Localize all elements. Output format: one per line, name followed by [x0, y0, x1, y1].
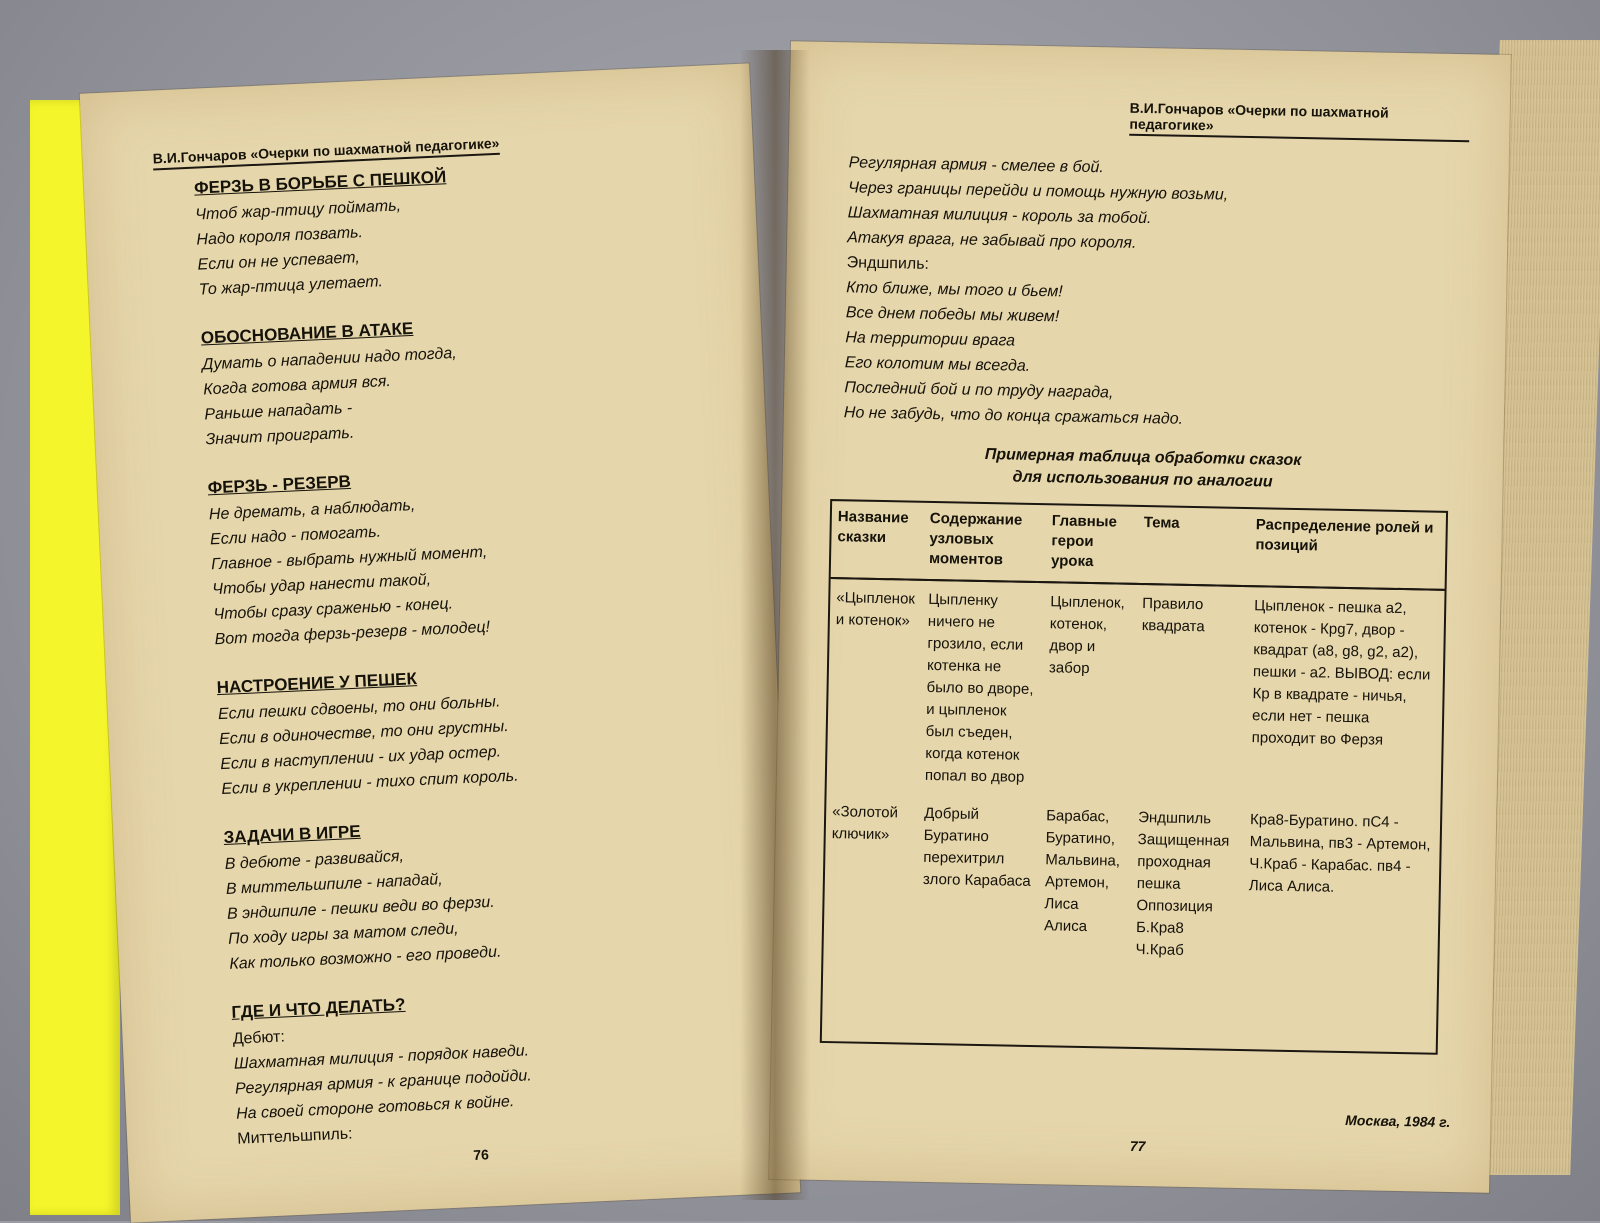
section-title: ФЕРЗЬ В БОРЬБЕ С ПЕШКОЙ: [193, 167, 447, 198]
verse-line: Значит проиграть.: [205, 424, 355, 449]
table-title-line: для использования по аналогии: [1012, 468, 1273, 491]
column-header: Название сказки: [831, 501, 924, 580]
verse-line: Кто ближе, мы того и бьем!: [846, 279, 1063, 301]
running-head: В.И.Гончаров «Очерки по шахматной педагогике»: [1129, 100, 1470, 143]
poem-section: [167, 455, 734, 654]
verse-line: Эндшпиль:: [846, 254, 930, 273]
verse-line: Через границы перейди и помощь нужную возьми,: [848, 179, 1229, 204]
verse-line: В дебюте - развивайся,: [224, 847, 405, 873]
verse-line: Когда готова армия вся.: [202, 372, 392, 399]
poem-section: [183, 804, 749, 978]
table-title-line: Примерная таблица обработки сказок: [984, 445, 1302, 470]
verse-line: Если в наступлении - их удар остер.: [219, 743, 502, 774]
poem-section: [154, 155, 719, 304]
verse-line: Шахматная милиция - порядок наведи.: [233, 1042, 530, 1073]
book-gutter: [740, 50, 810, 1200]
poem-section: [176, 655, 741, 804]
table-cell: Барабас, Буратино, Мальвина, Артемон, Лиса Алиса: [1043, 807, 1121, 936]
verse-line: Его колотим мы всегда.: [844, 354, 1031, 375]
verse-line: Все днем победы мы живем!: [845, 304, 1060, 326]
table-cell: Цыпленку ничего не грозило, если котенка не было во дворе, и цыпленок был съеден, когда котенок попал во двор: [924, 590, 1034, 786]
column-header: Тема: [1137, 507, 1250, 586]
verse-line: Если он не успевает,: [197, 249, 361, 274]
table-cell: Добрый Буратино перехитрил злого Карабаса: [922, 804, 1031, 890]
verse-line: Шахматная милиция - король за тобой.: [847, 204, 1152, 228]
section-title: ЗАДАЧИ В ИГРЕ: [223, 821, 361, 848]
table-row: [827, 578, 1445, 805]
table-header-row: [831, 501, 1446, 590]
verse-line: Как только возможно - его проведи.: [228, 943, 502, 973]
poem-section: [161, 305, 726, 454]
plain-line: Миттельшпиль:: [236, 1125, 353, 1148]
left-page: [80, 63, 801, 1222]
verse-line: Чтоб жар-птицу поймать,: [194, 197, 402, 224]
verse-line: На своей стороне готовься к войне.: [235, 1093, 515, 1123]
verse-line: Не дремать, а наблюдать,: [208, 496, 416, 524]
publication-place: Москва, 1984 г.: [1345, 1112, 1451, 1131]
table-row: [823, 793, 1440, 975]
running-head: В.И.Гончаров «Очерки по шахматной педагогике»: [152, 135, 500, 171]
verse-line: Если надо - помогать.: [209, 523, 382, 549]
table-cell: Цыпленок, котенок, двор и забор: [1048, 593, 1125, 678]
fairy-tale-table: [820, 499, 1448, 1055]
table-cell: «Золотой ключик»: [831, 803, 899, 844]
section-title: НАСТРОЕНИЕ У ПЕШЕК: [216, 669, 418, 698]
table-cell: Эндшпиль Защищенная проходная пешка Оппозиция Б.Кра8 Ч.Краб: [1135, 809, 1230, 959]
table-cell: Цыпленок - пешка а2, котенок - Крg7, двор - квадрат (а8, g8, g2, а2), пешки - а2. ВЫВОД: если Кр в квадрате - ничья, если нет - пешка проходит во Ферзя: [1251, 597, 1431, 749]
verse-line: Последний бой и по труду награда,: [844, 379, 1114, 402]
table-cell: «Цыпленок и котенок»: [835, 589, 916, 630]
verse-line: На территории врага: [845, 329, 1016, 350]
verse-line: В эндшпиле - пешки веди во ферзи.: [226, 893, 496, 923]
verse-line: Надо короля позвать.: [196, 224, 364, 249]
verse-line: Раньше нападать -: [204, 399, 353, 424]
verse-line: Если в одиночестве, то они грустны.: [218, 717, 509, 749]
verse-line: То жар-птица улетает.: [198, 273, 384, 299]
section-title: ОБОСНОВАНИЕ В АТАКЕ: [200, 318, 414, 348]
table-title: [822, 441, 1463, 497]
verse-line: По ходу игры за матом следи,: [227, 920, 459, 948]
page-number: 77: [1129, 1137, 1146, 1155]
verse-line: Атакуя врага, не забывай про короля.: [847, 229, 1137, 252]
column-header: Главные герои урока: [1045, 505, 1138, 584]
table-cell: Правило квадрата: [1141, 595, 1205, 636]
verse-line: Думать о нападении надо тогда,: [201, 344, 457, 374]
verse-line: Вот тогда ферзь-резерв - молодец!: [214, 618, 491, 649]
column-header: Распределение ролей и позиций: [1249, 509, 1446, 590]
verse-line: Главное - выбрать нужный момент,: [210, 543, 488, 574]
verse-line: Но не забудь, что до конца сражаться надо.: [843, 404, 1184, 428]
table-cell: Кра8-Буратино. пС4 - Мальвина, пв3 - Артемон, Ч.Краб - Карабас. пв4 - Лиса Алиса.: [1248, 811, 1431, 896]
verse-line: Если пешки сдвоены, то они больны.: [217, 693, 501, 724]
page-number: 76: [472, 1146, 490, 1164]
verse-line: Регулярная армия - смелее в бой.: [848, 154, 1104, 177]
plain-line: Дебют:: [232, 1028, 286, 1048]
section-title: ФЕРЗЬ - РЕЗЕРВ: [207, 471, 352, 498]
right-page: [769, 41, 1511, 1193]
column-header: Содержание узловых моментов: [923, 503, 1046, 582]
verse-line: Чтобы удар нанести такой,: [211, 571, 432, 599]
verse-line: Чтобы сразу сраженью - конец.: [213, 595, 454, 624]
verse-block: [824, 150, 1469, 437]
poem-section: [191, 979, 757, 1153]
verse-line: В миттельшпиле - нападай,: [225, 871, 444, 898]
section-title: ГДЕ И ЧТО ДЕЛАТЬ?: [231, 994, 406, 1022]
verse-line: Регулярная армия - к границе подойди.: [234, 1067, 533, 1098]
verse-line: Если в укреплении - тихо спит король.: [221, 767, 519, 799]
